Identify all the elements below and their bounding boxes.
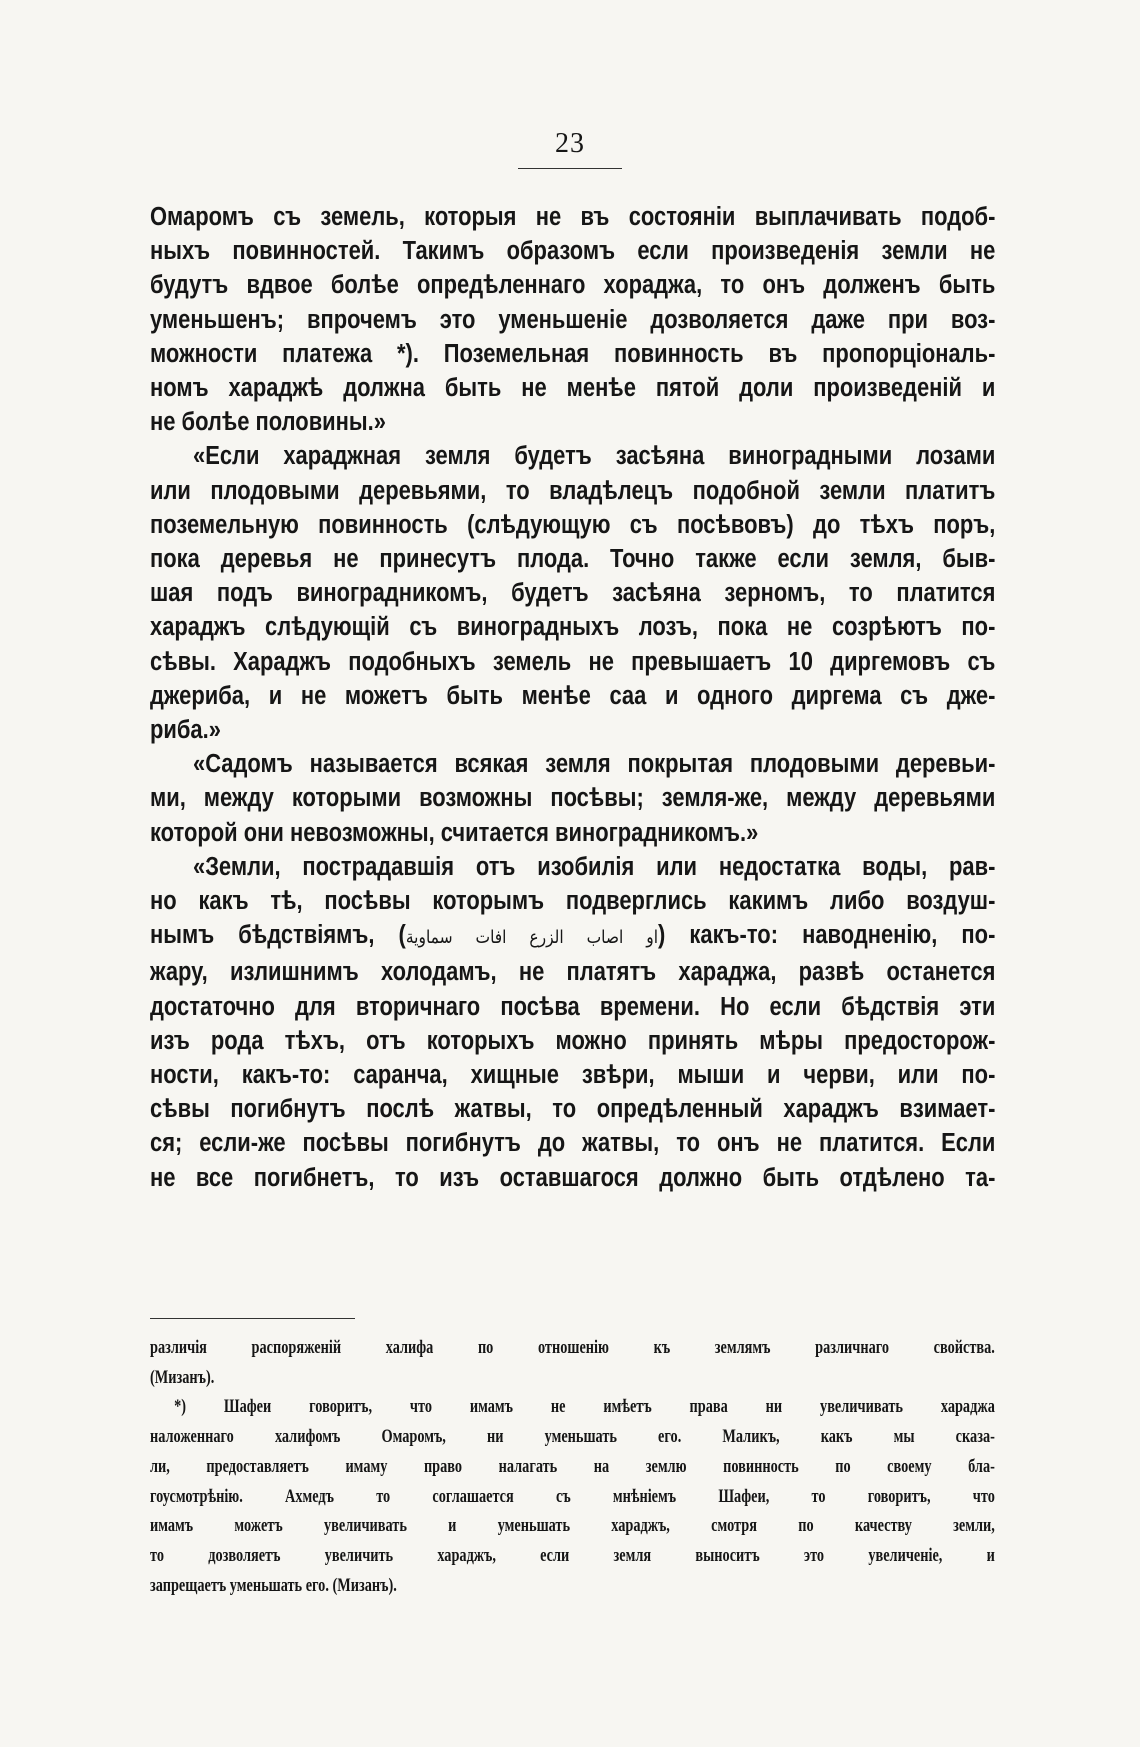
text-line: или плодовыми деревьями, то владѣлецъ подобной земли платитъ bbox=[150, 476, 996, 505]
footnote-line: запрещаетъ уменьшать его. (Мизанъ). bbox=[150, 1574, 397, 1596]
text-line: жару, излишнимъ холодамъ, не платятъ хараджа, развѣ останется bbox=[150, 958, 996, 987]
footnote-line: различія распоряженій халифа по отношенію къ землямъ различнаго свойства. bbox=[150, 1337, 995, 1358]
main-text bbox=[150, 200, 995, 1195]
text-line: ности, какъ-то: саранча, хищные звѣри, мыши и черви, или по- bbox=[150, 1061, 996, 1090]
footnote-line: гоусмотрѣнію. Ахмедъ то соглашается съ мнѣніемъ Шафеи, то говоритъ, что bbox=[150, 1485, 995, 1507]
text-line: но какъ тѣ, посѣвы которымъ подверглись какимъ либо воздуш- bbox=[150, 887, 996, 916]
text-line: Омаромъ съ земель, которыя не въ состояніи выплачивать подоб- bbox=[150, 203, 996, 231]
footnotes bbox=[150, 1333, 995, 1600]
footnote-line: то дозволяетъ увеличить хараджъ, если земля выноситъ это увеличеніе, и bbox=[150, 1544, 995, 1566]
text-line: ныхъ повинностей. Такимъ образомъ если произведенія земли не bbox=[150, 237, 996, 266]
text-line: не болѣе половины.» bbox=[150, 408, 386, 437]
text-line: уменьшенъ; впрочемъ это уменьшеніе дозволяется даже при воз- bbox=[150, 305, 996, 334]
text-line: поземельную повинность (слѣдующую съ посѣвовъ) до тѣхъ поръ, bbox=[150, 510, 996, 539]
text-line: ми, между которыми возможны посѣвы; земля-же, между деревьями bbox=[150, 784, 996, 813]
text-line: хараджъ слѣдующій съ виноградныхъ лозъ, пока не созрѣютъ по- bbox=[150, 613, 996, 642]
footnote-line: (Мизанъ). bbox=[150, 1366, 215, 1388]
text-line: «Земли, пострадавшія отъ изобилія или недостатка воды, рав- bbox=[193, 852, 996, 881]
text-fragment: нымъ бѣдствіямъ, ( bbox=[150, 921, 406, 950]
text-line: пока деревья не принесутъ плода. Точно также если земля, быв- bbox=[150, 545, 996, 574]
text-line: шая подъ виноградникомъ, будетъ засѣяна зерномъ, то платится bbox=[150, 579, 996, 608]
text-line-with-arabic bbox=[150, 918, 995, 955]
text-line: изъ рода тѣхъ, отъ которыхъ можно принять мѣры предосторож- bbox=[150, 1026, 996, 1055]
text-line: риба.» bbox=[150, 716, 221, 745]
page-number: 23 bbox=[555, 128, 585, 159]
text-line: достаточно для вторичнаго посѣва времени. Но если бѣдствія эти bbox=[150, 992, 996, 1021]
footnote-line: имамъ можетъ увеличивать и уменьшать хараджъ, смотря по качеству земли, bbox=[150, 1515, 995, 1537]
text-line: сѣвы. Хараджъ подобныхъ земель не превышаетъ 10 диргемовъ съ bbox=[150, 647, 996, 676]
text-fragment: ) какъ-то: наводненію, по- bbox=[658, 921, 996, 950]
footnote-line: ли, предоставляетъ имаму право налагать на землю повинность по своему бла- bbox=[150, 1455, 995, 1477]
text-line: номъ хараджѣ должна быть не менѣе пятой доли произведеній и bbox=[150, 374, 996, 403]
text-line: которой они невозможны, считается виноградникомъ.» bbox=[150, 818, 759, 847]
text-line: будутъ вдвое болѣе опредѣленнаго хораджа, то онъ долженъ быть bbox=[150, 271, 996, 300]
text-line: «Садомъ называется всякая земля покрытая плодовыми деревьи- bbox=[193, 750, 996, 779]
text-line: джериба, и не можетъ быть менѣе саа и одного диргема съ дже- bbox=[150, 681, 996, 710]
footnote-line: *) Шафеи говоритъ, что имамъ не имѣетъ права ни увеличивать хараджа bbox=[174, 1396, 995, 1418]
footnote-line: наложеннаго халифомъ Омаромъ, ни уменьшать его. Маликъ, какъ мы сказа- bbox=[150, 1426, 995, 1448]
text-line: ся; если-же посѣвы погибнутъ до жатвы, то онъ не платится. Если bbox=[150, 1129, 996, 1158]
arabic-phrase: او اصاب الزرع افات سماوية bbox=[405, 927, 659, 949]
page-number-rule bbox=[518, 168, 622, 169]
text-line: можности платежа *). Поземельная повинность въ пропорціональ- bbox=[150, 339, 996, 368]
text-line: «Если хараджная земля будетъ засѣяна виноградными лозами bbox=[193, 442, 996, 471]
footnote-separator bbox=[150, 1318, 355, 1319]
text-line: не все погибнетъ, то изъ оставшагося должно быть отдѣлено та- bbox=[150, 1163, 996, 1192]
text-line: сѣвы погибнутъ послѣ жатвы, то опредѣленный хараджъ взимает- bbox=[150, 1095, 996, 1124]
